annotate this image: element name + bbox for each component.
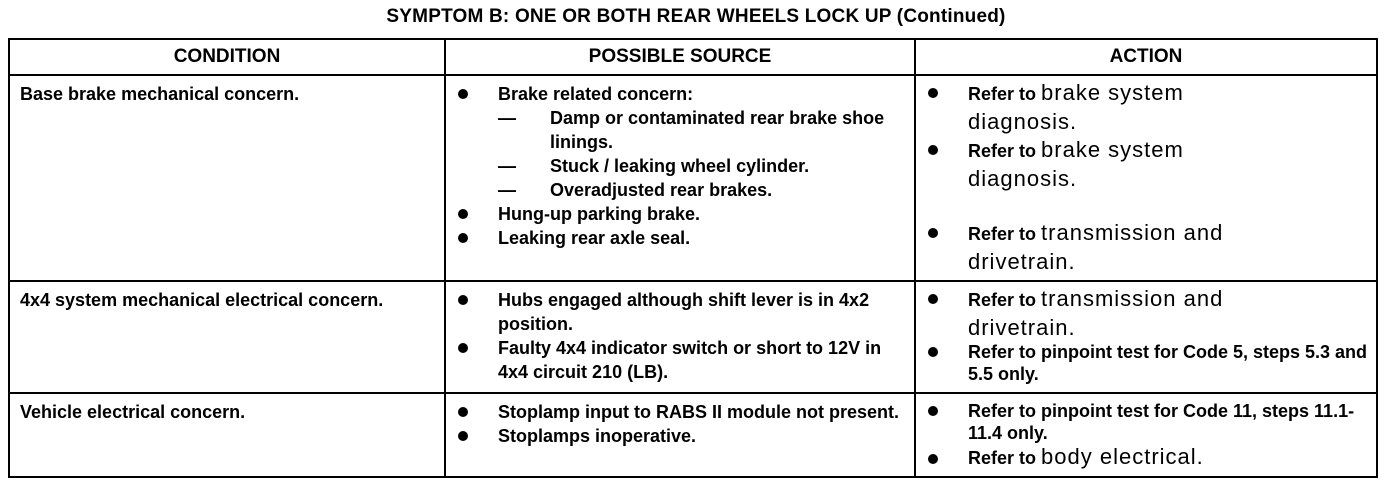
action-cell <box>915 393 1377 477</box>
source-cell <box>445 281 915 393</box>
action-ref: Refer to <box>968 448 1037 468</box>
action-target: brake system <box>1041 80 1184 105</box>
table-row <box>9 75 1377 281</box>
list-item <box>456 288 908 336</box>
action-item <box>926 341 1370 385</box>
action-ref: Refer to <box>968 84 1037 104</box>
symptom-table <box>8 38 1378 478</box>
action-target: brake system <box>1041 137 1184 162</box>
condition-cell: Vehicle electrical concern. <box>9 393 445 477</box>
sub-item <box>498 154 908 178</box>
source-cell <box>445 393 915 477</box>
header-condition: CONDITION <box>9 39 445 75</box>
action-target: body electrical. <box>1041 444 1204 469</box>
list-item <box>456 424 908 448</box>
action-item <box>926 135 1370 192</box>
list-item <box>456 400 908 424</box>
action-target-cont: drivetrain. <box>968 249 1076 274</box>
action-cell <box>915 75 1377 281</box>
action-ref: Refer to <box>968 290 1037 310</box>
list-item-text: Leaking rear axle seal. <box>498 228 691 248</box>
list-item-text: Hung-up parking brake. <box>498 204 701 224</box>
list-item-text: Faulty 4x4 indicator switch or short to 12V in 4x4 circuit 210 (LB). <box>498 338 882 382</box>
header-action: ACTION <box>915 39 1377 75</box>
sub-item-text: Stuck / leaking wheel cylinder. <box>550 156 810 176</box>
action-item <box>926 78 1370 135</box>
action-text: Refer to pinpoint test for Code 5, steps 5.3 and 5.5 only. <box>968 342 1368 384</box>
list-item-text: Brake related concern: <box>498 84 694 104</box>
sub-item-text: Damp or contaminated rear brake shoe linings. <box>550 108 885 152</box>
list-item <box>456 336 908 384</box>
action-ref: Refer to <box>968 141 1037 161</box>
action-item <box>926 284 1370 341</box>
action-item <box>926 444 1370 471</box>
action-ref: Refer to <box>968 224 1037 244</box>
table-row <box>9 393 1377 477</box>
action-target: transmission and <box>1041 220 1224 245</box>
action-text: Refer to pinpoint test for Code 11, steps 11.1-11.4 only. <box>968 401 1355 443</box>
source-cell <box>445 75 915 281</box>
action-item <box>926 400 1370 444</box>
dash-marker: — <box>498 108 516 128</box>
sub-item <box>498 106 908 154</box>
dash-marker: — <box>498 180 516 200</box>
source-list <box>456 400 908 448</box>
list-item <box>456 82 908 202</box>
sub-item <box>498 178 908 202</box>
source-list <box>456 82 908 250</box>
list-item-text: Stoplamp input to RABS II module not present. <box>498 402 899 422</box>
table-row <box>9 281 1377 393</box>
dash-marker: — <box>498 156 516 176</box>
action-target-cont: diagnosis. <box>968 109 1078 134</box>
action-target-cont: diagnosis. <box>968 166 1078 191</box>
header-source: POSSIBLE SOURCE <box>445 39 915 75</box>
action-cell <box>915 281 1377 393</box>
condition-cell: Base brake mechanical concern. <box>9 75 445 281</box>
page-title: SYMPTOM B: ONE OR BOTH REAR WHEELS LOCK UP (Continued) <box>386 6 1006 27</box>
list-item-text: Stoplamps inoperative. <box>498 426 697 446</box>
action-target-cont: drivetrain. <box>968 315 1076 340</box>
spacer <box>926 192 1370 218</box>
action-item <box>926 218 1370 275</box>
list-item-text: Hubs engaged although shift lever is in 4x2 position. <box>498 290 870 334</box>
header-row <box>9 39 1377 75</box>
sub-item-text: Overadjusted rear brakes. <box>550 180 773 200</box>
source-list <box>456 288 908 384</box>
list-item <box>456 202 908 226</box>
condition-cell: 4x4 system mechanical electrical concern. <box>9 281 445 393</box>
list-item <box>456 226 908 250</box>
action-target: transmission and <box>1041 286 1224 311</box>
